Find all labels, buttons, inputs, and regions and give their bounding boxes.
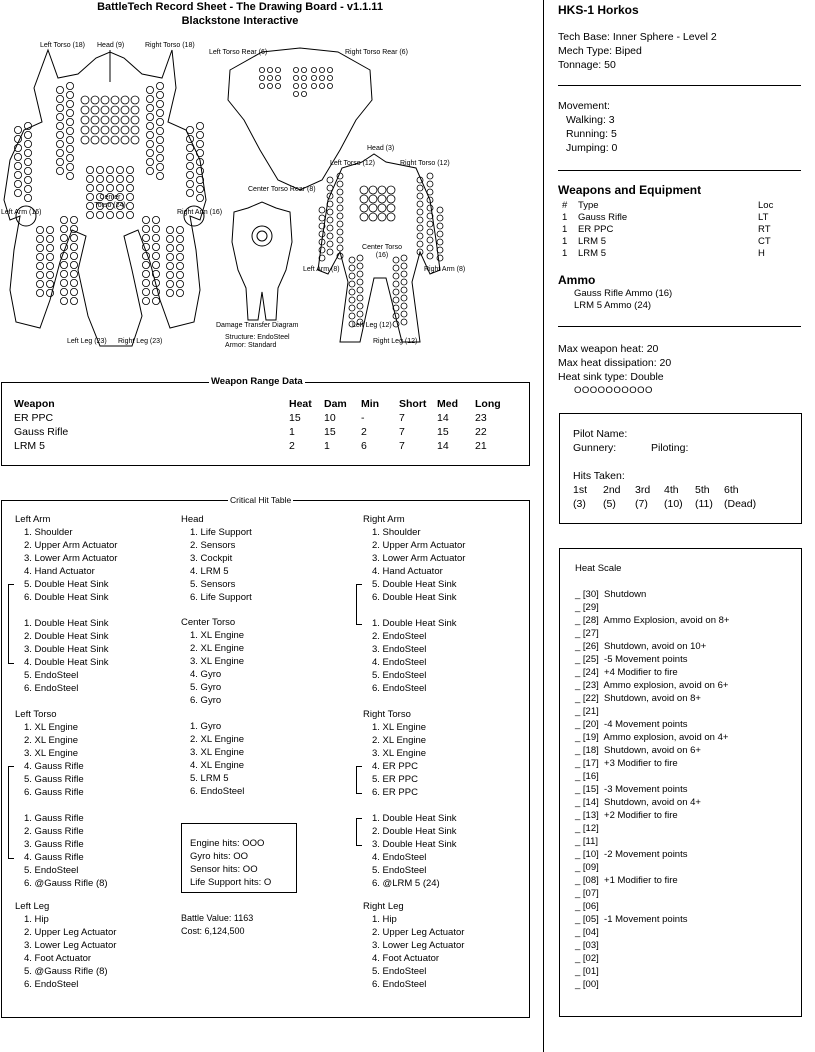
range-cell: 15 xyxy=(437,426,449,438)
label-armor: Armor: Standard xyxy=(225,342,277,349)
loc-cell: LT xyxy=(758,212,769,223)
movement-title: Movement: xyxy=(558,100,610,112)
crit-slot[interactable]: 4. Double Heat Sink xyxy=(24,657,109,668)
range-cell: LRM 5 xyxy=(14,440,45,452)
hits-taken-label: Hits Taken: xyxy=(573,470,625,482)
range-cell: 10 xyxy=(324,412,336,424)
heat-level-row[interactable]: _ [27] xyxy=(575,628,599,639)
crit-slot[interactable]: 1. XL Engine xyxy=(190,630,245,641)
mech-info xyxy=(558,3,803,72)
heat-level-row[interactable]: _ [16] xyxy=(575,771,599,782)
crit-location-title: Center Torso xyxy=(181,617,236,628)
label-rear-center-torso: Center Torso Rear (8) xyxy=(248,186,316,193)
label-rear-right-torso: Right Torso Rear (6) xyxy=(345,49,408,56)
crit-location-right-leg xyxy=(363,900,464,991)
crit-location-right-arm xyxy=(363,513,465,695)
range-header-cell: Weapon xyxy=(14,398,55,410)
crit-slot[interactable]: 5. Double Heat Sink xyxy=(24,579,109,590)
range-cell: 2 xyxy=(289,440,295,452)
heat-level-row[interactable]: _ [03] xyxy=(575,940,599,951)
movement-section xyxy=(558,99,617,155)
crit-slot[interactable]: 2. EndoSteel xyxy=(372,631,427,642)
range-cell: 14 xyxy=(437,412,449,424)
mech-type: Mech Type: Biped xyxy=(558,45,642,57)
range-row xyxy=(14,425,505,439)
crit-slot[interactable]: 2. Double Heat Sink xyxy=(372,826,457,837)
label-is-center-torso: Center Torso (16) xyxy=(362,244,402,259)
label-front-head: Head (9) xyxy=(97,42,125,49)
heat-level-row[interactable]: _ [13] +2 Modifier to fire xyxy=(575,810,678,821)
heat-level-row[interactable]: _ [12] xyxy=(575,823,599,834)
heat-level-row[interactable]: _ [07] xyxy=(575,888,599,899)
heat-level-row[interactable]: _ [19] Ammo explosion, avoid on 4+ xyxy=(575,732,729,743)
crit-slot[interactable]: 2. Sensors xyxy=(190,540,236,551)
crit-slot[interactable]: 3. XL Engine xyxy=(190,656,245,667)
heat-level-row[interactable]: _ [14] Shutdown, avoid on 4+ xyxy=(575,797,701,808)
crit-slot[interactable]: 3. Gauss Rifle xyxy=(24,839,84,850)
running-mp: Running: 5 xyxy=(566,128,617,140)
range-cell: Gauss Rifle xyxy=(14,426,69,438)
crit-slot[interactable]: 3. Double Heat Sink xyxy=(24,644,109,655)
crit-slot[interactable]: 6. Life Support xyxy=(190,592,252,603)
heat-scale-box xyxy=(559,548,802,1017)
crit-slot[interactable]: 5. @Gauss Rifle (8) xyxy=(24,966,108,977)
crit-slot[interactable]: 5. Double Heat Sink xyxy=(372,579,457,590)
label-is-left-arm: Left Arm (8) xyxy=(303,266,340,273)
heat-level-row[interactable]: _ [25] -5 Movement points xyxy=(575,654,688,665)
gyro-hits[interactable]: Gyro hits: OO xyxy=(190,851,249,862)
rear-armor-figure xyxy=(228,48,372,190)
range-header-cell: Med xyxy=(437,398,458,410)
tonnage: Tonnage: 50 xyxy=(558,59,616,71)
heat-level-row[interactable]: _ [06] xyxy=(575,901,599,912)
crit-location-title: Head xyxy=(181,514,204,525)
crit-slot[interactable]: 6. Double Heat Sink xyxy=(372,592,457,603)
crit-slot[interactable]: 4. EndoSteel xyxy=(372,657,427,668)
piloting-label[interactable]: Piloting: xyxy=(651,442,689,454)
crit-slot[interactable]: 4. EndoSteel xyxy=(372,852,427,863)
heat-level-row[interactable]: _ [10] -2 Movement points xyxy=(575,849,688,860)
crit-slot[interactable]: 6. Gauss Rifle xyxy=(24,787,84,798)
qty-cell: # xyxy=(562,200,568,211)
tech-base: Tech Base: Inner Sphere - Level 2 xyxy=(558,31,717,43)
label-front-center-torso: Center Torso (24) xyxy=(94,194,126,209)
life-support-hits[interactable]: Life Support hits: O xyxy=(190,877,272,888)
range-cell: 22 xyxy=(475,426,487,438)
crit-slot[interactable]: 4. ER PPC xyxy=(372,761,418,772)
record-sheet-header xyxy=(90,0,390,28)
heat-level-row[interactable]: _ [29] xyxy=(575,602,599,613)
sheet-title: BattleTech Record Sheet - The Drawing Board - v1.1.11 xyxy=(97,1,383,13)
crit-slot[interactable]: 2. Gauss Rifle xyxy=(24,826,84,837)
crit-slot[interactable]: 4. Hand Actuator xyxy=(372,566,443,577)
label-is-right-arm: Right Arm (8) xyxy=(424,266,466,273)
publisher-name: Blackstone Interactive xyxy=(181,15,299,27)
label-is-left-torso: Left Torso (12) xyxy=(330,160,376,167)
crit-slot[interactable]: 5. EndoSteel xyxy=(372,966,427,977)
qty-cell: 1 xyxy=(562,224,568,235)
type-cell: Type xyxy=(578,200,599,211)
range-cell: 23 xyxy=(475,412,487,424)
gunnery-label[interactable]: Gunnery: xyxy=(573,442,617,454)
crit-slot[interactable]: 2. Upper Leg Actuator xyxy=(24,927,117,938)
crit-slot[interactable]: 2. Double Heat Sink xyxy=(24,631,109,642)
max-heat-dissipation: Max heat dissipation: 20 xyxy=(558,357,672,369)
heat-level-row[interactable]: _ [17] +3 Modifier to fire xyxy=(575,758,678,769)
equipment-title: Weapons and Equipment xyxy=(558,183,702,197)
crit-location-title: Left Torso xyxy=(15,709,57,720)
ammo-title: Ammo xyxy=(558,273,596,287)
crit-slot[interactable]: 3. Lower Arm Actuator xyxy=(24,553,118,564)
crit-slot[interactable]: 6. Double Heat Sink xyxy=(24,592,109,603)
loc-cell: CT xyxy=(758,236,771,247)
crit-slot[interactable]: 5. LRM 5 xyxy=(190,773,229,784)
crit-slot[interactable]: 2. XL Engine xyxy=(190,734,245,745)
crit-slot[interactable]: 4. LRM 5 xyxy=(190,566,229,577)
crit-location-title: Right Torso xyxy=(363,709,411,720)
crit-location-left-leg xyxy=(15,900,116,991)
loc-cell: H xyxy=(758,248,765,259)
heat-scale-list xyxy=(575,588,729,991)
heat-level-row[interactable]: _ [01] xyxy=(575,966,599,977)
hit-modifier[interactable]: (7) xyxy=(635,498,648,510)
crit-slot[interactable]: 6. @Gauss Rifle (8) xyxy=(24,878,108,889)
cost: Cost: 6,124,500 xyxy=(181,926,245,936)
label-is-left-leg: Left Leg (12) xyxy=(352,322,392,329)
qty-cell: 1 xyxy=(562,236,568,247)
range-cell: 1 xyxy=(324,440,330,452)
qty-cell: 1 xyxy=(562,212,568,223)
label-front-left-arm: Left Arm (16) xyxy=(1,209,42,216)
heat-level-row[interactable]: _ [18] Shutdown, avoid on 6+ xyxy=(575,745,701,756)
crit-slot[interactable]: 5. EndoSteel xyxy=(24,670,79,681)
weapon-range-table xyxy=(14,397,505,453)
hit-ordinal: 5th xyxy=(695,484,710,496)
crit-location-title: Right Arm xyxy=(363,514,405,525)
hit-modifier[interactable]: (3) xyxy=(573,498,586,510)
range-header-cell: Dam xyxy=(324,398,347,410)
sensor-hits[interactable]: Sensor hits: OO xyxy=(190,864,258,875)
crit-slot[interactable]: 6. @LRM 5 (24) xyxy=(372,878,440,889)
crit-slot[interactable]: 3. EndoSteel xyxy=(372,644,427,655)
label-front-right-leg: Right Leg (23) xyxy=(118,338,163,345)
weapon-range-title: Weapon Range Data xyxy=(211,376,303,387)
crit-slot[interactable]: 1. Hip xyxy=(372,914,397,925)
crit-slot[interactable]: 3. Double Heat Sink xyxy=(372,839,457,850)
heat-scale-title: Heat Scale xyxy=(575,563,622,574)
label-is-head: Head (3) xyxy=(367,145,395,152)
weapon-range-box xyxy=(1,376,530,466)
crit-location-title: Left Arm xyxy=(15,514,51,525)
crit-slot[interactable]: 2. Upper Leg Actuator xyxy=(372,927,465,938)
crit-slot[interactable]: 4. Foot Actuator xyxy=(372,953,440,964)
crit-slot[interactable]: 5. Gauss Rifle xyxy=(24,774,84,785)
range-cell: 6 xyxy=(361,440,367,452)
heat-sink-type: Heat sink type: Double xyxy=(558,371,664,383)
range-header-cell: Long xyxy=(475,398,501,410)
heat-level-row[interactable]: _ [05] -1 Movement points xyxy=(575,914,688,925)
crit-slot[interactable]: 4. XL Engine xyxy=(190,760,245,771)
hit-ordinal: 4th xyxy=(664,484,679,496)
crit-slot[interactable]: 4. Gauss Rifle xyxy=(24,852,84,863)
heat-level-row[interactable]: _ [26] Shutdown, avoid on 10+ xyxy=(575,641,707,652)
crit-slot[interactable]: 6. Gyro xyxy=(190,695,222,706)
crit-slot[interactable]: 6. EndoSteel xyxy=(24,683,79,694)
heat-level-row[interactable]: _ [20] -4 Movement points xyxy=(575,719,688,730)
heat-level-row[interactable]: _ [23] Ammo explosion, avoid on 6+ xyxy=(575,680,729,691)
crit-slot[interactable]: 5. EndoSteel xyxy=(24,865,79,876)
heat-level-row[interactable]: _ [02] xyxy=(575,953,599,964)
range-cell: 21 xyxy=(475,440,487,452)
crit-location-center-torso xyxy=(181,616,244,798)
crit-slot[interactable]: 5. ER PPC xyxy=(372,774,418,785)
label-structure: Structure: EndoSteel xyxy=(225,334,290,341)
ammo-item: LRM 5 Ammo (24) xyxy=(574,300,652,311)
heat-sink-boxes[interactable]: OOOOOOOOOO xyxy=(574,385,653,396)
range-cell: 7 xyxy=(399,412,405,424)
crit-location-head xyxy=(181,513,252,604)
crit-location-left-arm xyxy=(15,513,117,695)
heat-summary xyxy=(558,342,671,398)
crit-slot[interactable]: 1. Shoulder xyxy=(24,527,73,538)
engine-hits[interactable]: Engine hits: OOO xyxy=(190,838,265,849)
hit-ordinal: 1st xyxy=(573,484,588,496)
loc-cell: RT xyxy=(758,224,771,235)
crit-slot[interactable]: 5. EndoSteel xyxy=(372,670,427,681)
range-cell: 15 xyxy=(324,426,336,438)
heat-level-row[interactable]: _ [15] -3 Movement points xyxy=(575,784,688,795)
range-cell: ER PPC xyxy=(14,412,54,424)
crit-slot[interactable]: 3. XL Engine xyxy=(24,748,79,759)
range-cell: 2 xyxy=(361,426,367,438)
crit-bracket xyxy=(8,584,14,664)
crit-slot[interactable]: 5. Gyro xyxy=(190,682,222,693)
pilot-box xyxy=(559,413,802,524)
crit-bracket xyxy=(8,766,14,859)
divider xyxy=(558,85,801,86)
mech-name: HKS-1 Horkos xyxy=(558,3,639,17)
crit-slot[interactable]: 2. XL Engine xyxy=(24,735,79,746)
crit-slot[interactable]: 4. Foot Actuator xyxy=(24,953,92,964)
crit-slot[interactable]: 3. XL Engine xyxy=(190,747,245,758)
crit-slot[interactable]: 3. Lower Leg Actuator xyxy=(372,940,465,951)
hit-ordinal: 2nd xyxy=(603,484,621,496)
crit-location-right-torso xyxy=(363,708,457,890)
range-cell: - xyxy=(361,412,365,424)
crit-slot[interactable]: 4. Gyro xyxy=(190,669,222,680)
range-header-cell: Short xyxy=(399,398,427,410)
heat-level-row[interactable]: _ [28] Ammo Explosion, avoid on 8+ xyxy=(575,615,730,626)
range-cell: 7 xyxy=(399,440,405,452)
equipment-row xyxy=(558,248,801,260)
crit-slot[interactable]: 2. Upper Arm Actuator xyxy=(372,540,466,551)
ammo-section xyxy=(558,273,672,312)
column-divider xyxy=(543,0,544,1052)
equipment-table xyxy=(558,200,801,260)
hit-modifier[interactable]: (10) xyxy=(664,498,683,510)
label-front-right-arm: Right Arm (16) xyxy=(177,209,223,216)
crit-slot[interactable]: 1. XL Engine xyxy=(372,722,427,733)
crit-slot[interactable]: 3. XL Engine xyxy=(372,748,427,759)
crit-slot[interactable]: 1. Double Heat Sink xyxy=(372,618,457,629)
walking-mp: Walking: 3 xyxy=(566,114,615,126)
crit-slot[interactable]: 2. XL Engine xyxy=(190,643,245,654)
crit-slot[interactable]: 1. XL Engine xyxy=(24,722,79,733)
crit-slot[interactable]: 3. Lower Arm Actuator xyxy=(372,553,466,564)
crit-slot[interactable]: 3. Lower Leg Actuator xyxy=(24,940,117,951)
loc-cell: Loc xyxy=(758,200,774,211)
crit-slot[interactable]: 1. Life Support xyxy=(190,527,252,538)
crit-slot[interactable]: 4. Gauss Rifle xyxy=(24,761,84,772)
crit-slot[interactable]: 2. Upper Arm Actuator xyxy=(24,540,118,551)
hit-modifier[interactable]: (Dead) xyxy=(724,498,757,510)
label-front-right-torso: Right Torso (18) xyxy=(145,42,195,49)
armor-pips xyxy=(14,67,443,327)
range-header-cell: Min xyxy=(361,398,380,410)
crit-slot[interactable]: 6. EndoSteel xyxy=(190,786,245,797)
range-cell: 15 xyxy=(289,412,301,424)
type-cell: LRM 5 xyxy=(578,248,606,259)
equipment-row xyxy=(558,224,801,236)
damage-transfer-figure xyxy=(232,202,292,320)
type-cell: LRM 5 xyxy=(578,236,606,247)
crit-slot[interactable]: 6. EndoSteel xyxy=(24,979,79,990)
pilot-name-label[interactable]: Pilot Name: xyxy=(573,428,628,440)
crit-slot[interactable]: 3. Cockpit xyxy=(190,553,233,564)
crit-slot[interactable]: 6. ER PPC xyxy=(372,787,418,798)
crit-slot[interactable]: 4. Hand Actuator xyxy=(24,566,95,577)
label-is-right-leg: Right Leg (12) xyxy=(373,338,418,345)
heat-level-row[interactable]: _ [08] +1 Modifier to fire xyxy=(575,875,678,886)
battle-value: Battle Value: 1163 xyxy=(181,913,254,923)
heat-level-row[interactable]: _ [21] xyxy=(575,706,599,717)
hit-ordinal: 6th xyxy=(724,484,739,496)
heat-level-row[interactable]: _ [30] Shutdown xyxy=(575,589,647,600)
hit-modifier[interactable]: (11) xyxy=(695,498,713,510)
label-front-left-torso: Left Torso (18) xyxy=(40,42,86,49)
crit-slot[interactable]: 1. Double Heat Sink xyxy=(24,618,109,629)
heat-level-row[interactable]: _ [22] Shutdown, avoid on 8+ xyxy=(575,693,701,704)
crit-slot[interactable]: 5. EndoSteel xyxy=(372,865,427,876)
crit-slot[interactable]: 1. Shoulder xyxy=(372,527,421,538)
heat-level-row[interactable]: _ [00] xyxy=(575,979,599,990)
crit-bracket xyxy=(356,584,362,625)
heat-level-row[interactable]: _ [24] +4 Modifier to fire xyxy=(575,667,678,678)
label-damage-transfer: Damage Transfer Diagram xyxy=(216,322,299,329)
equipment-row xyxy=(558,212,801,224)
divider xyxy=(558,170,801,171)
crit-location-left-torso xyxy=(15,708,108,890)
label-is-right-torso: Right Torso (12) xyxy=(400,160,450,167)
range-header-cell: Heat xyxy=(289,398,312,410)
heat-level-row[interactable]: _ [09] xyxy=(575,862,599,873)
heat-level-row[interactable]: _ [11] xyxy=(575,836,599,847)
range-row xyxy=(14,439,505,453)
hit-ordinal: 3rd xyxy=(635,484,651,496)
label-front-left-leg: Left Leg (23) xyxy=(67,338,107,345)
range-cell: 14 xyxy=(437,440,449,452)
range-cell: 1 xyxy=(289,426,295,438)
crit-slot[interactable]: 1. Gauss Rifle xyxy=(24,813,84,824)
equipment-row xyxy=(558,236,801,248)
range-cell: 7 xyxy=(399,426,405,438)
max-weapon-heat: Max weapon heat: 20 xyxy=(558,343,659,355)
crit-slot[interactable]: 2. XL Engine xyxy=(372,735,427,746)
type-cell: Gauss Rifle xyxy=(578,212,628,223)
component-hits-box xyxy=(181,823,297,893)
critical-hit-title: Critical Hit Table xyxy=(230,495,292,505)
qty-cell: 1 xyxy=(562,248,568,259)
equipment-header-row xyxy=(558,200,801,212)
crit-slot[interactable]: 5. Sensors xyxy=(190,579,236,590)
crit-slot[interactable]: 1. Hip xyxy=(24,914,49,925)
equipment-section xyxy=(558,183,801,260)
crit-slot[interactable]: 6. EndoSteel xyxy=(372,979,427,990)
type-cell: ER PPC xyxy=(578,224,614,235)
heat-level-row[interactable]: _ [04] xyxy=(575,927,599,938)
crit-slot[interactable]: 6. EndoSteel xyxy=(372,683,427,694)
crit-bracket xyxy=(356,818,362,846)
ammo-item: Gauss Rifle Ammo (16) xyxy=(574,288,673,299)
range-row xyxy=(14,411,505,425)
hit-modifier[interactable]: (5) xyxy=(603,498,616,510)
label-rear-left-torso: Left Torso Rear (6) xyxy=(209,49,268,56)
crit-slot[interactable]: 1. Double Heat Sink xyxy=(372,813,457,824)
crit-slot[interactable]: 1. Gyro xyxy=(190,721,222,732)
crit-bracket xyxy=(356,766,362,794)
crit-location-title: Left Leg xyxy=(15,901,50,912)
crit-location-title: Right Leg xyxy=(363,901,404,912)
divider xyxy=(558,326,801,327)
jumping-mp: Jumping: 0 xyxy=(566,142,618,154)
